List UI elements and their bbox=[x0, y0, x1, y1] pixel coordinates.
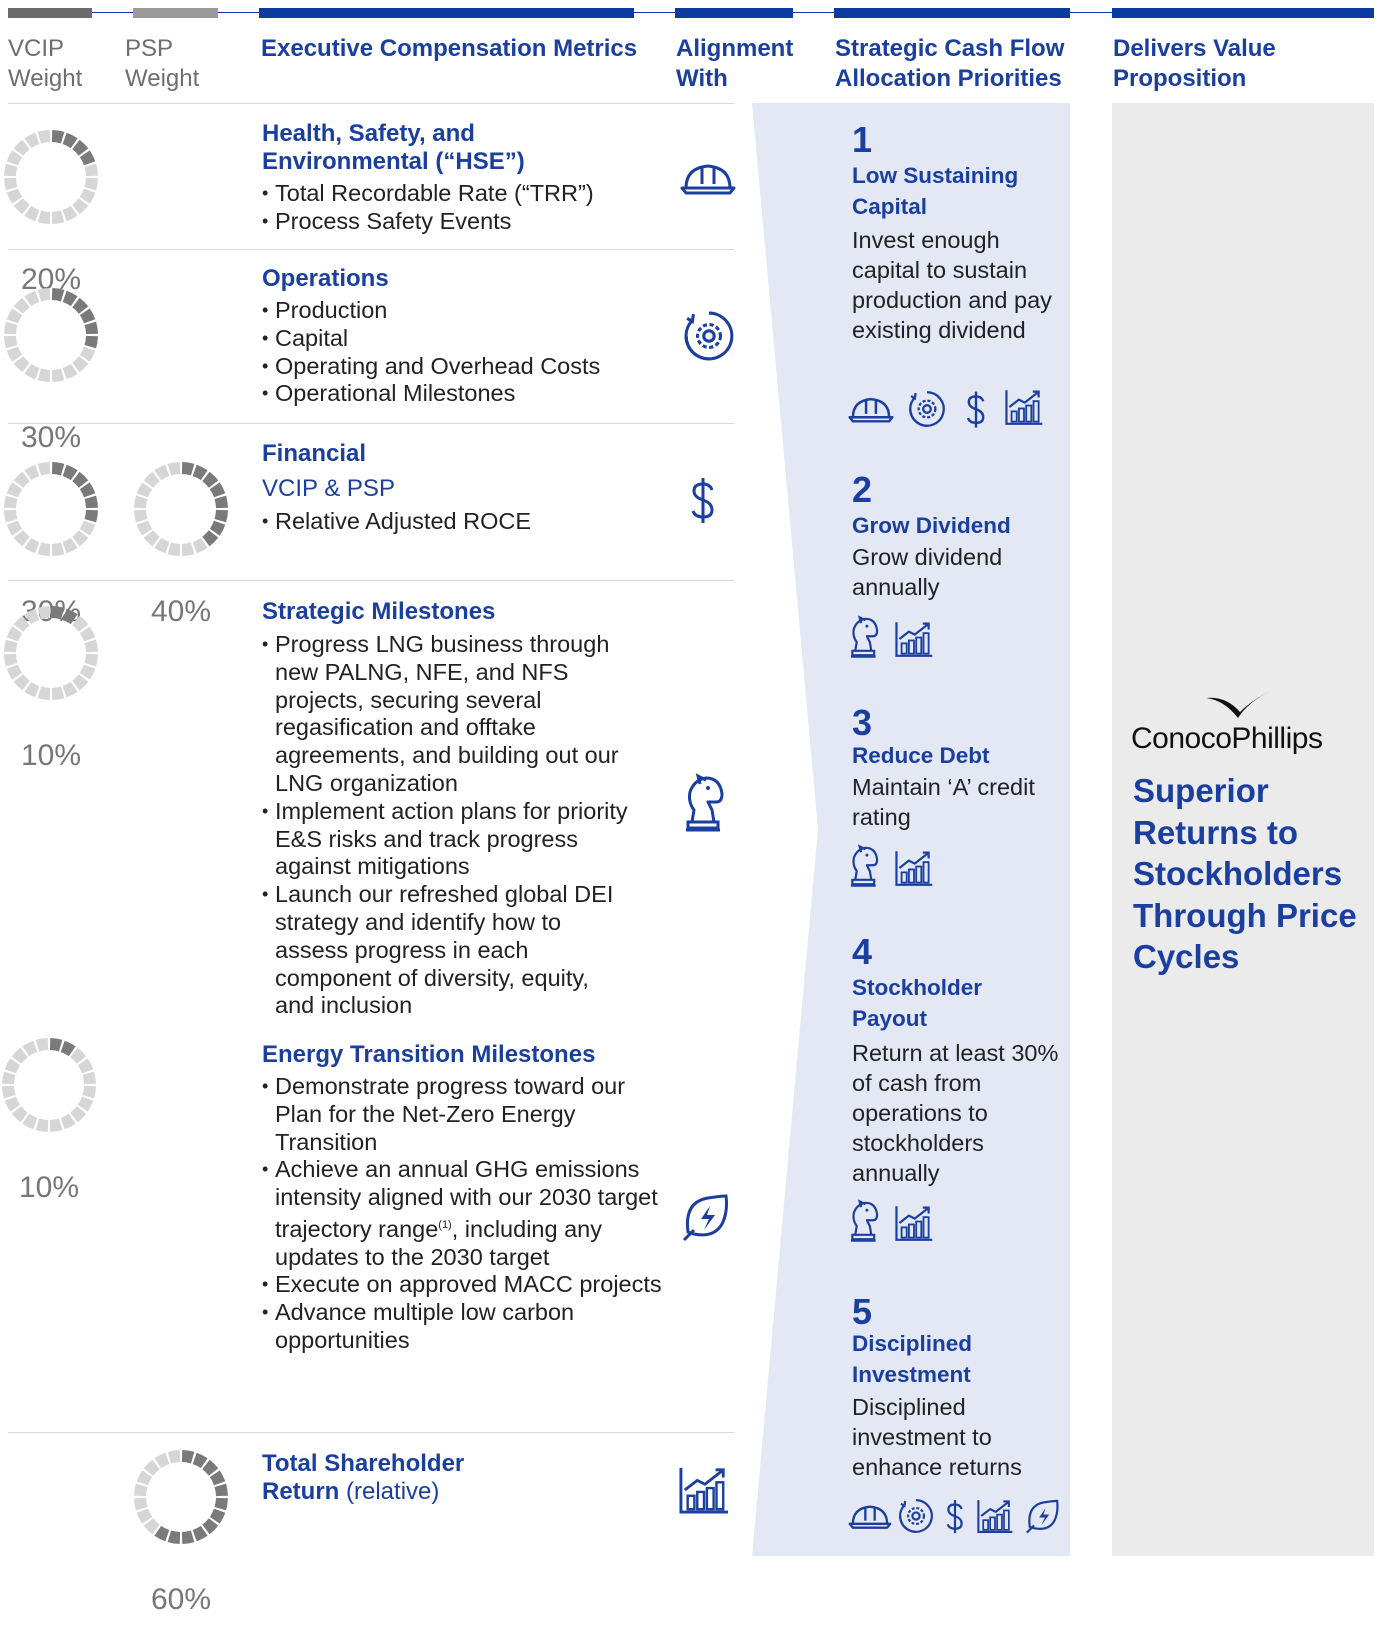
hard-hat-icon bbox=[848, 1502, 892, 1530]
list-item: • Launch our refreshed global DEI strategy and identify how to assess progress in each component of diversity, equity, and inclusion bbox=[262, 881, 632, 1020]
donut-track-segment bbox=[39, 612, 50, 614]
donut-track-segment bbox=[12, 312, 17, 322]
vcip-donut bbox=[2, 128, 100, 296]
donut-track-segment bbox=[10, 1062, 15, 1072]
donut-track-segment bbox=[90, 641, 92, 652]
donut-filled-segment bbox=[52, 294, 63, 296]
donut-track-segment bbox=[83, 1062, 88, 1072]
donut-track-segment bbox=[142, 523, 147, 533]
donut-track-segment bbox=[28, 614, 38, 619]
chess-knight-icon bbox=[682, 772, 726, 834]
bullet-list-hse bbox=[262, 180, 642, 236]
psp-donut bbox=[132, 1448, 230, 1616]
donut-track-segment bbox=[52, 548, 63, 550]
donut-track-segment bbox=[18, 302, 26, 310]
list-item: • Execute on approved MACC projects bbox=[262, 1271, 662, 1299]
hard-hat-icon bbox=[680, 160, 736, 196]
donut-filled-segment bbox=[90, 510, 92, 521]
donut-filled-segment bbox=[90, 323, 92, 334]
donut-track-segment bbox=[65, 687, 75, 692]
priority-title: Disciplined Investment bbox=[852, 1331, 973, 1387]
donut-track-segment bbox=[12, 630, 17, 640]
donut-filled-segment bbox=[182, 468, 193, 470]
metric-title-hse: Health, Safety, and Environmental (“HSE”) bbox=[262, 120, 525, 175]
donut-track-segment bbox=[16, 1110, 24, 1118]
list-item: • Progress LNG business through new PALNG, NFE, and NFS projects, securing several regasification and offtake agreements, and building out our LNG organization bbox=[262, 631, 632, 798]
metric-subtitle-financial: VCIP & PSP bbox=[262, 475, 395, 502]
donut-filled-segment bbox=[85, 486, 90, 496]
donut-filled-segment bbox=[52, 136, 63, 138]
donut-filled-segment bbox=[220, 510, 222, 521]
donut-track-segment bbox=[28, 296, 38, 301]
donut-track-segment bbox=[148, 1464, 156, 1472]
donut-track-segment bbox=[50, 1124, 61, 1126]
list-item: • Capital bbox=[262, 325, 652, 353]
dollar-icon bbox=[688, 476, 718, 526]
psp-weight-value: 40% bbox=[150, 595, 212, 628]
donut-filled-segment bbox=[195, 1458, 205, 1463]
donut-track-segment bbox=[37, 1124, 48, 1126]
list-item: • Demonstrate progress toward our Plan for the Net-Zero Energy Transition bbox=[262, 1073, 662, 1156]
donut-filled-segment bbox=[182, 1536, 193, 1538]
donut-track-segment bbox=[140, 510, 142, 521]
vcip-donut bbox=[2, 460, 100, 628]
donut-track-segment bbox=[65, 211, 75, 216]
metric-title-operations: Operations bbox=[262, 265, 389, 292]
donut-track-segment bbox=[140, 497, 142, 508]
vcip-donut bbox=[0, 1036, 98, 1204]
donut-filled-segment bbox=[182, 1456, 193, 1458]
gear-icon bbox=[898, 1498, 934, 1534]
donut-filled-segment bbox=[50, 1044, 61, 1046]
donut-track-segment bbox=[18, 360, 26, 368]
donut-filled-segment bbox=[85, 154, 90, 164]
vcip-weight-value: 30% bbox=[20, 421, 82, 454]
list-item: • Process Safety Events bbox=[262, 208, 642, 236]
psp-weight-value: 60% bbox=[150, 1583, 212, 1616]
donut-filled-segment bbox=[76, 144, 84, 152]
value-tagline: Superior Returns to Stockholders Through Price Cycles bbox=[1133, 772, 1357, 975]
donut-track-segment bbox=[28, 138, 38, 143]
growth-chart-icon bbox=[894, 1204, 934, 1242]
donut-filled-segment bbox=[215, 1474, 220, 1484]
donut-track-segment bbox=[65, 543, 75, 548]
company-logo: ConocoPhillips bbox=[1131, 722, 1323, 755]
energy-leaf-icon bbox=[680, 1192, 730, 1242]
donut-track-segment bbox=[39, 136, 50, 138]
donut-filled-segment bbox=[215, 1511, 220, 1521]
donut-track-segment bbox=[148, 534, 156, 542]
donut-track-segment bbox=[63, 1119, 73, 1124]
footnote-marker: (1) bbox=[438, 1218, 452, 1231]
donut-track-segment bbox=[140, 1498, 142, 1509]
donut-track-segment bbox=[52, 374, 63, 376]
donut-track-segment bbox=[37, 1044, 48, 1046]
donut-track-segment bbox=[28, 369, 38, 374]
list-item: • Operating and Overhead Costs bbox=[262, 353, 652, 381]
header-priorities: Strategic Cash Flow Allocation Priorities bbox=[835, 35, 1065, 92]
chess-knight-icon bbox=[848, 843, 880, 889]
tsr-suffix: (relative) bbox=[346, 1478, 440, 1505]
donut-track-segment bbox=[148, 476, 156, 484]
bullet-list-energy bbox=[262, 1073, 662, 1355]
donut-track-segment bbox=[39, 468, 50, 470]
donut-track-segment bbox=[52, 692, 63, 694]
priority-desc: Disciplined investment to enhance returns bbox=[852, 1394, 1022, 1480]
donut-track-segment bbox=[85, 191, 90, 201]
header-psp-weight: PSP Weight bbox=[125, 35, 200, 92]
donut-track-segment bbox=[65, 369, 75, 374]
donut-filled-segment bbox=[76, 302, 84, 310]
donut-track-segment bbox=[169, 1456, 180, 1458]
donut-filled-segment bbox=[76, 476, 84, 484]
donut-track-segment bbox=[90, 654, 92, 665]
dollar-icon bbox=[944, 1498, 966, 1536]
donut-filled-segment bbox=[65, 470, 75, 475]
list-item: • Advance multiple low carbon opportunities bbox=[262, 1299, 662, 1355]
gear-icon bbox=[908, 390, 946, 428]
donut-filled-segment bbox=[215, 486, 220, 496]
priority-title: Reduce Debt bbox=[852, 743, 990, 768]
priority-title: Low Sustaining Capital bbox=[852, 163, 1019, 219]
list-item: • Relative Adjusted ROCE bbox=[262, 508, 652, 536]
donut-track-segment bbox=[140, 1485, 142, 1496]
donut-track-segment bbox=[39, 216, 50, 218]
donut-track-segment bbox=[28, 543, 38, 548]
donut-filled-segment bbox=[52, 612, 63, 614]
chevron-arrow bbox=[752, 103, 834, 1556]
donut-track-segment bbox=[18, 202, 26, 210]
bullet-list-operations bbox=[262, 297, 652, 408]
tsr-title: Total Shareholder Return bbox=[262, 1450, 465, 1505]
donut-track-segment bbox=[28, 211, 38, 216]
donut-track-segment bbox=[158, 1458, 168, 1463]
bullet-list-financial bbox=[262, 508, 652, 536]
header-metrics: Executive Compensation Metrics bbox=[261, 35, 638, 62]
priority-title: Stockholder Payout bbox=[852, 975, 983, 1031]
priority-desc: Grow dividend annually bbox=[852, 544, 1003, 600]
donut-track-segment bbox=[76, 360, 84, 368]
growth-chart-icon bbox=[894, 849, 934, 887]
donut-track-segment bbox=[39, 692, 50, 694]
donut-track-segment bbox=[28, 687, 38, 692]
header-value: Delivers Value Proposition bbox=[1113, 35, 1276, 92]
donut-track-segment bbox=[88, 1073, 90, 1084]
donut-filled-segment bbox=[195, 1531, 205, 1536]
vcip-donut bbox=[2, 604, 100, 772]
priority-number: 3 bbox=[852, 702, 873, 743]
donut-track-segment bbox=[10, 178, 12, 189]
donut-track-segment bbox=[52, 216, 63, 218]
donut-track-segment bbox=[182, 548, 193, 550]
donut-track-segment bbox=[148, 1522, 156, 1530]
vcip-weight-value: 10% bbox=[20, 739, 82, 772]
donut-track-segment bbox=[76, 620, 84, 628]
donut-filled-segment bbox=[215, 523, 220, 533]
donut-track-segment bbox=[10, 165, 12, 176]
donut-track-segment bbox=[8, 1073, 10, 1084]
donut-track-segment bbox=[12, 486, 17, 496]
donut-filled-segment bbox=[65, 296, 75, 301]
chess-knight-icon bbox=[848, 614, 880, 660]
bullet-list-strategic bbox=[262, 631, 632, 1020]
donut-track-segment bbox=[83, 1099, 88, 1109]
donut-track-segment bbox=[76, 678, 84, 686]
donut-track-segment bbox=[28, 470, 38, 475]
metric-title-financial: Financial bbox=[262, 440, 367, 467]
donut-track-segment bbox=[18, 476, 26, 484]
donut-track-segment bbox=[18, 678, 26, 686]
bullet-text: , including any updates to the 2030 target bbox=[275, 1215, 602, 1270]
donut-track-segment bbox=[12, 154, 17, 164]
donut-track-segment bbox=[85, 523, 90, 533]
header-vcip-weight: VCIP Weight bbox=[8, 35, 83, 92]
donut-filled-segment bbox=[65, 138, 75, 143]
vcip-weight-value: 30% bbox=[20, 595, 82, 628]
donut-track-segment bbox=[39, 374, 50, 376]
priority-number: 5 bbox=[852, 1291, 873, 1332]
donut-filled-segment bbox=[85, 312, 90, 322]
donut-track-segment bbox=[12, 667, 17, 677]
donut-filled-segment bbox=[158, 1531, 168, 1536]
donut-filled-segment bbox=[195, 470, 205, 475]
donut-filled-segment bbox=[206, 1522, 214, 1530]
hard-hat-icon bbox=[848, 394, 894, 424]
growth-chart-icon bbox=[678, 1465, 730, 1515]
donut-track-segment bbox=[18, 620, 26, 628]
donut-track-segment bbox=[10, 641, 12, 652]
donut-track-segment bbox=[26, 1119, 36, 1124]
energy-leaf-icon bbox=[1024, 1498, 1060, 1534]
chess-knight-icon bbox=[848, 1198, 880, 1244]
donut-track-segment bbox=[158, 543, 168, 548]
donut-track-segment bbox=[85, 630, 90, 640]
donut-track-segment bbox=[39, 548, 50, 550]
priority-number: 2 bbox=[852, 469, 873, 510]
list-item bbox=[262, 1156, 662, 1271]
donut-track-segment bbox=[169, 468, 180, 470]
header-alignment: Alignment With bbox=[676, 35, 794, 92]
priority-desc: Maintain ‘A’ credit rating bbox=[852, 774, 1035, 830]
donut-track-segment bbox=[18, 144, 26, 152]
donut-track-segment bbox=[16, 1052, 24, 1060]
metric-title-tsr bbox=[262, 1450, 522, 1506]
donut-track-segment bbox=[10, 336, 12, 347]
donut-track-segment bbox=[10, 654, 12, 665]
donut-filled-segment bbox=[90, 336, 92, 347]
donut-filled-segment bbox=[206, 534, 214, 542]
donut-filled-segment bbox=[169, 1536, 180, 1538]
donut-track-segment bbox=[142, 1511, 147, 1521]
priority-number: 1 bbox=[852, 119, 873, 160]
donut-track-segment bbox=[142, 1474, 147, 1484]
donut-track-segment bbox=[12, 349, 17, 359]
donut-track-segment bbox=[10, 497, 12, 508]
donut-filled-segment bbox=[63, 1046, 73, 1051]
growth-chart-icon bbox=[894, 620, 934, 658]
metric-title-strategic: Strategic Milestones bbox=[262, 598, 496, 625]
donut-filled-segment bbox=[220, 1498, 222, 1509]
donut-track-segment bbox=[12, 523, 17, 533]
priority-title: Grow Dividend bbox=[852, 513, 1011, 538]
donut-filled-segment bbox=[206, 1464, 214, 1472]
dollar-icon bbox=[964, 390, 988, 430]
donut-track-segment bbox=[142, 486, 147, 496]
logo-swoosh-icon bbox=[1204, 688, 1274, 722]
priority-number: 4 bbox=[852, 931, 873, 972]
donut-track-segment bbox=[74, 1110, 82, 1118]
list-item: • Production bbox=[262, 297, 652, 325]
growth-chart-icon bbox=[976, 1498, 1014, 1534]
vcip-weight-value: 10% bbox=[18, 1171, 80, 1204]
donut-track-segment bbox=[169, 548, 180, 550]
donut-track-segment bbox=[90, 165, 92, 176]
list-item: • Total Recordable Rate (“TRR”) bbox=[262, 180, 642, 208]
bullet-text: Achieve an annual GHG emissions intensity aligned with our 2030 target trajectory range bbox=[275, 1156, 658, 1242]
donut-track-segment bbox=[158, 470, 168, 475]
donut-track-segment bbox=[76, 202, 84, 210]
vcip-weight-value: 20% bbox=[20, 263, 82, 296]
donut-track-segment bbox=[88, 1086, 90, 1097]
psp-donut bbox=[132, 460, 230, 628]
donut-track-segment bbox=[10, 323, 12, 334]
growth-chart-icon bbox=[1004, 388, 1044, 426]
donut-track-segment bbox=[12, 191, 17, 201]
list-item: • Implement action plans for priority E&S risks and track progress against mitigations bbox=[262, 798, 632, 881]
priority-desc: Invest enough capital to sustain production and pay existing dividend bbox=[852, 227, 1052, 343]
donut-filled-segment bbox=[52, 468, 63, 470]
vcip-donut bbox=[2, 286, 100, 454]
priority-desc: Return at least 30% of cash from operations to stockholders annually bbox=[852, 1040, 1059, 1186]
donut-track-segment bbox=[85, 667, 90, 677]
donut-filled-segment bbox=[220, 497, 222, 508]
donut-track-segment bbox=[76, 534, 84, 542]
list-item: • Operational Milestones bbox=[262, 380, 652, 408]
donut-filled-segment bbox=[65, 614, 75, 619]
donut-filled-segment bbox=[206, 476, 214, 484]
donut-track-segment bbox=[18, 534, 26, 542]
donut-filled-segment bbox=[220, 1485, 222, 1496]
donut-track-segment bbox=[195, 543, 205, 548]
donut-track-segment bbox=[85, 349, 90, 359]
donut-track-segment bbox=[10, 510, 12, 521]
donut-track-segment bbox=[8, 1086, 10, 1097]
donut-track-segment bbox=[10, 1099, 15, 1109]
donut-track-segment bbox=[90, 178, 92, 189]
metric-title-energy: Energy Transition Milestones bbox=[262, 1041, 596, 1068]
donut-track-segment bbox=[26, 1046, 36, 1051]
donut-track-segment bbox=[39, 294, 50, 296]
donut-track-segment bbox=[74, 1052, 82, 1060]
donut-filled-segment bbox=[90, 497, 92, 508]
gear-icon bbox=[683, 310, 735, 362]
